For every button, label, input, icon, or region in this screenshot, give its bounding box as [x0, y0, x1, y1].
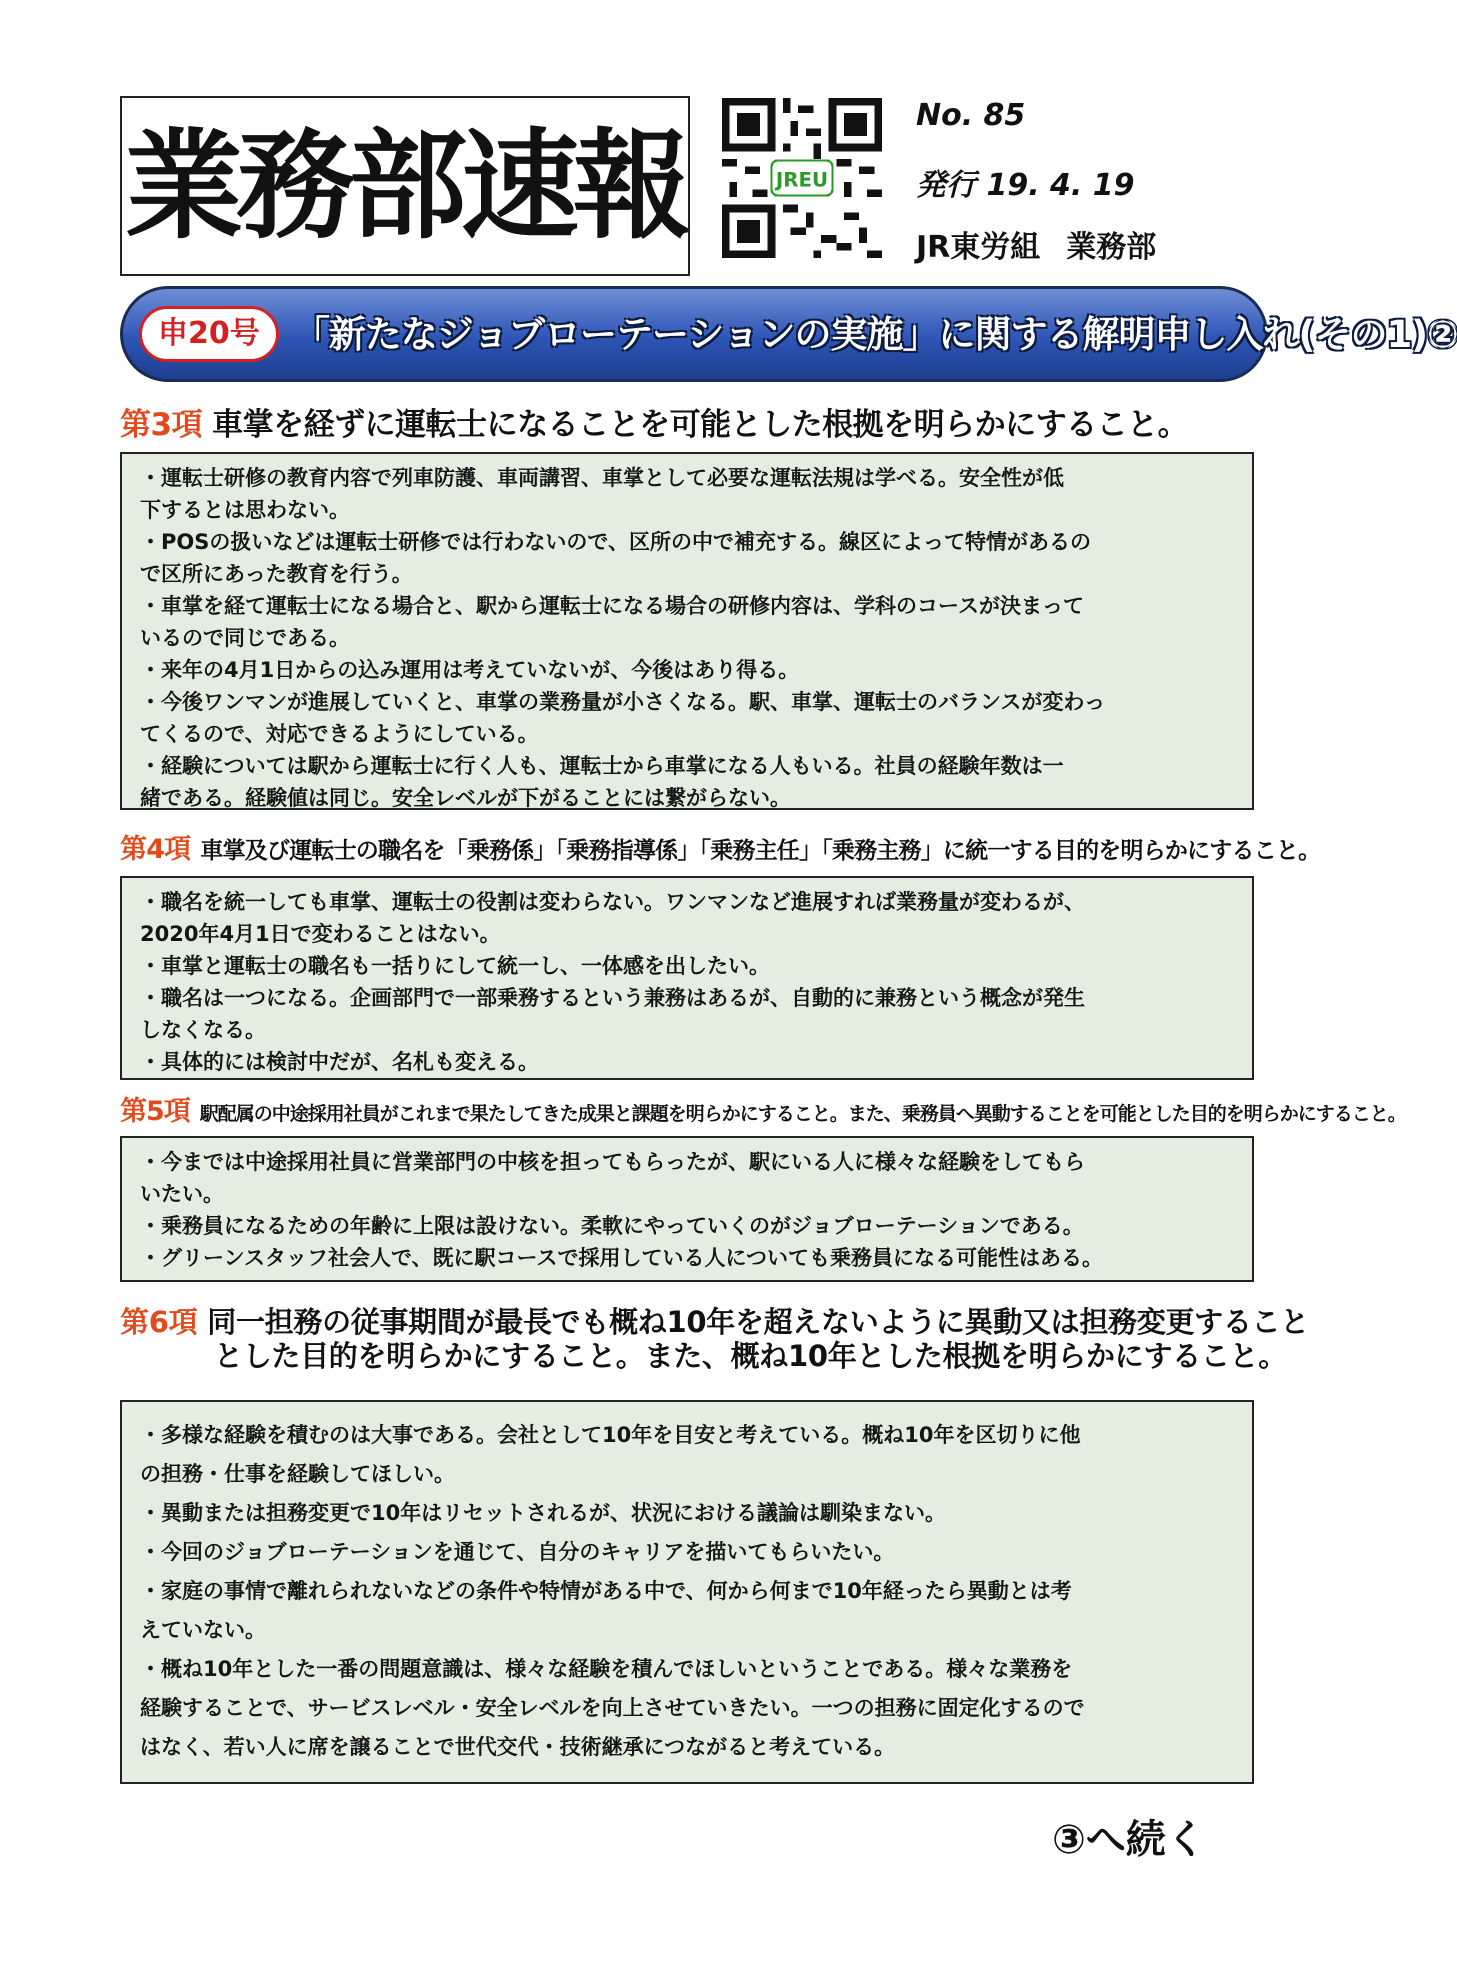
- section-3-heading: [120, 408, 1188, 444]
- answer-line: しなくなる。: [140, 1018, 266, 1042]
- issuer: [916, 222, 1182, 266]
- answer-line: ・職名は一つになる。企画部門で一部乗務するという兼務はあるが、自動的に兼務という概念が発生: [140, 986, 1085, 1010]
- issue-number: No. 85: [916, 98, 1026, 133]
- answer-line: 下するとは思わない。: [140, 498, 350, 522]
- section-3-title: 車掌を経ずに運転士になることを可能とした根拠を明らかにすること。: [212, 407, 1189, 443]
- headline-title: 「新たなジョブローテーションの実施」に関する解明申し入れ(その1)②: [292, 312, 1457, 356]
- section-4-answer-box: [120, 876, 1254, 1080]
- answer-line: ・具体的には検討中だが、名札も変える。: [140, 1050, 539, 1074]
- answer-line: ・今までは中途採用社員に営業部門の中核を担ってもらったが、駅にいる人に様々な経験をしてもら: [140, 1150, 1085, 1174]
- answer-line: ・異動または担務変更で10年はリセットされるが、状況における議論は馴染まない。: [140, 1501, 947, 1525]
- answer-line: ・職名を統一しても車掌、運転士の役割は変わらない。ワンマンなど進展すれば業務量が変わるが、: [140, 890, 1085, 914]
- answer-line: ・車掌と運転士の職名も一括りにして統一し、一体感を出したい。: [140, 954, 770, 978]
- answer-line: ・来年の4月1日からの込み運用は考えていないが、今後はあり得る。: [140, 658, 800, 682]
- answer-line: ・家庭の事情で離れられないなどの条件や特情がある中で、何から何まで10年経ったら異動とは考: [140, 1579, 1072, 1603]
- issue-date: 発行 19. 4. 19: [916, 168, 1135, 203]
- section-5-heading: [120, 1096, 1406, 1127]
- continued-note: ③へ続く: [1052, 1817, 1206, 1863]
- request-number-badge: 申20号: [139, 306, 279, 362]
- answer-line: ・車掌を経て運転士になる場合と、駅から運転士になる場合の研修内容は、学科のコースが決まって: [140, 594, 1084, 618]
- answer-line: 緒である。経験値は同じ。安全レベルが下がることには繋がらない。: [140, 786, 791, 810]
- answer-line: で区所にあった教育を行う。: [140, 562, 413, 586]
- section-4-label: 第4項: [120, 834, 191, 865]
- qr-label: JREU: [775, 168, 829, 192]
- issuer-union: JR東労組: [916, 230, 1041, 265]
- answer-line: ・グリーンスタッフ社会人で、既に駅コースで採用している人についても乗務員になる可能性はある。: [140, 1246, 1104, 1270]
- answer-line: てくるので、対応できるようにしている。: [140, 722, 539, 746]
- section-6-label: 第6項: [120, 1305, 198, 1339]
- answer-line: の担務・仕事を経験してほしい。: [140, 1462, 455, 1486]
- answer-line: ・多様な経験を積むのは大事である。会社として10年を目安と考えている。概ね10年を区切りに他: [140, 1423, 1081, 1447]
- answer-line: はなく、若い人に席を譲ることで世代交代・技術継承につながると考えている。: [140, 1735, 896, 1759]
- section-3-label: 第3項: [120, 407, 203, 443]
- qr-code-icon: [722, 98, 882, 258]
- answer-line: ・概ね10年とした一番の問題意識は、様々な経験を積んでほしいということである。様々な業務を: [140, 1657, 1073, 1681]
- section-6-title-line2: とした目的を明らかにすること。また、概ね10年とした根拠を明らかにすること。: [214, 1338, 1287, 1373]
- answer-line: ・今後ワンマンが進展していくと、車掌の業務量が小さくなる。駅、車掌、運転士のバランスが変わっ: [140, 690, 1106, 714]
- answer-line: 2020年4月1日で変わることはない。: [140, 922, 501, 946]
- section-6-title-line1: 同一担務の従事期間が最長でも概ね10年を超えないように異動又は担務変更すること: [207, 1305, 1309, 1339]
- section-5-title: 駅配属の中途採用社員がこれまで果たしてきた成果と課題を明らかにすること。また、乗務員へ異動することを可能とした目的を明らかにすること。: [199, 1103, 1406, 1125]
- answer-line: いるので同じである。: [140, 626, 350, 650]
- answer-line: えていない。: [140, 1618, 266, 1642]
- answer-line: いたい。: [140, 1182, 224, 1206]
- answer-line: ・乗務員になるための年齢に上限は設けない。柔軟にやっていくのがジョブローテーションである。: [140, 1214, 1084, 1238]
- answer-line: ・POSの扱いなどは運転士研修では行わないので、区所の中で補充する。線区によって特情があるの: [140, 530, 1091, 554]
- section-4-title: 車掌及び運転士の職名を「乗務係」「乗務指導係」「乗務主任」「乗務主務」に統一する目的を明らかにすること。: [200, 838, 1321, 864]
- masthead-title: 業務部速報: [124, 117, 685, 255]
- masthead-box: [120, 96, 690, 276]
- section-5-answer-box: [120, 1136, 1254, 1282]
- answer-line: 経験することで、サービスレベル・安全レベルを向上させていきたい。一つの担務に固定化するので: [140, 1696, 1085, 1720]
- section-6-heading: [120, 1306, 1309, 1373]
- section-4-heading: [120, 834, 1320, 865]
- issuer-dept: 業務部: [1066, 230, 1157, 265]
- answer-line: ・今回のジョブローテーションを通じて、自分のキャリアを描いてもらいたい。: [140, 1540, 895, 1564]
- answer-line: ・運転士研修の教育内容で列車防護、車両講習、車掌として必要な運転法規は学べる。安全性が低: [140, 466, 1064, 490]
- section-5-label: 第5項: [120, 1096, 190, 1127]
- section-3-answer-box: [120, 452, 1254, 810]
- section-6-answer-box: [120, 1400, 1254, 1784]
- headline-banner: [120, 286, 1457, 382]
- answer-line: ・経験については駅から運転士に行く人も、運転士から車掌になる人もいる。社員の経験年数は一: [140, 754, 1064, 778]
